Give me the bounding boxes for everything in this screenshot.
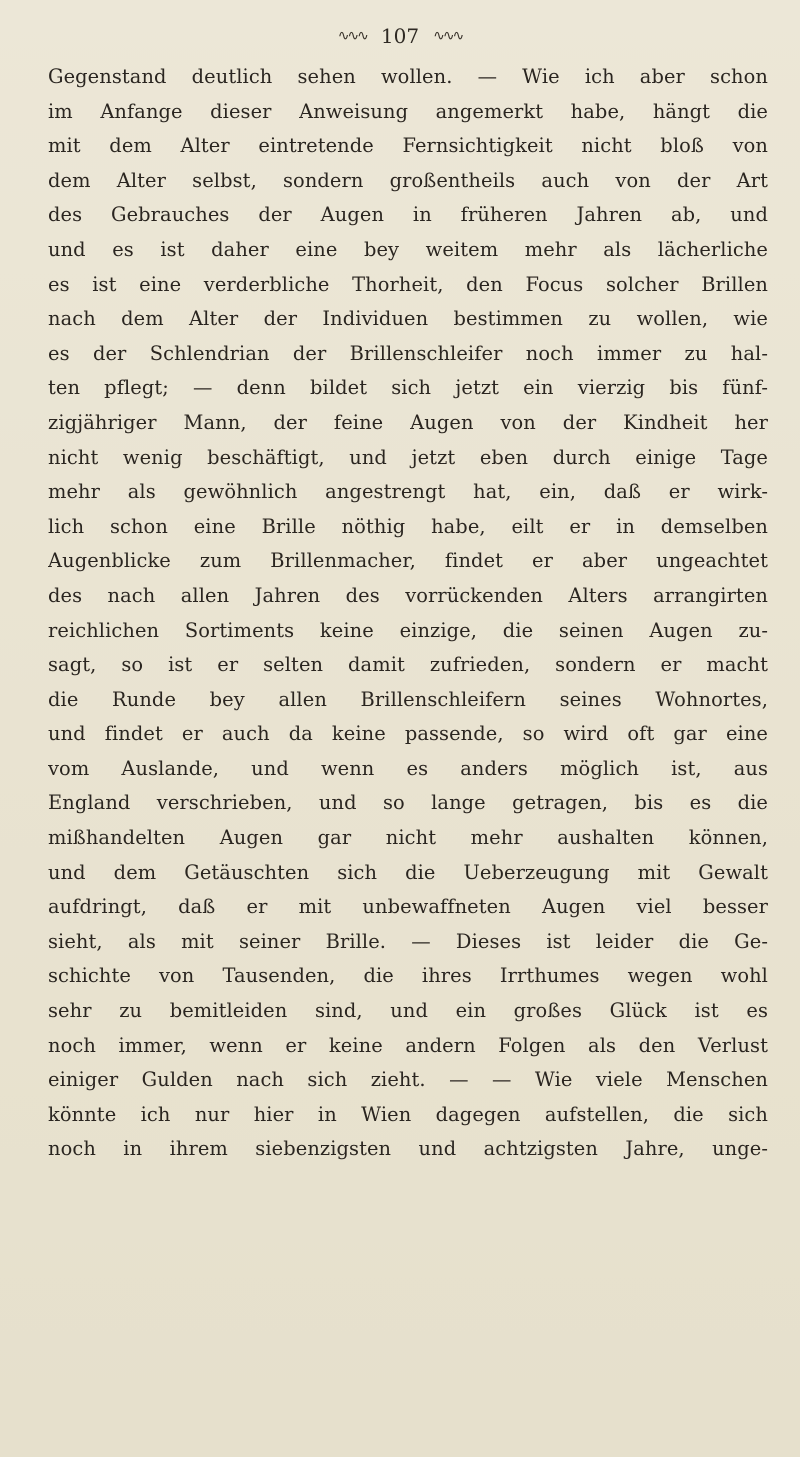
text-line: könnte ich nur hier in Wien dagegen aufstellen, die sich [48, 1102, 768, 1126]
text-line: einiger Gulden nach sich zieht. — — Wie viele Menschen [48, 1068, 768, 1092]
text-line: schichte von Tausenden, die ihres Irrthumes wegen wohl [48, 964, 768, 988]
text-line: noch in ihrem siebenzigsten und achtzigsten Jahre, unge- [48, 1137, 768, 1161]
text-line: sieht, als mit seiner Brille. — Dieses ist leider die Ge- [48, 929, 768, 953]
text-line: nicht wenig beschäftigt, und jetzt eben durch einige Tage [48, 445, 768, 469]
text-line: noch immer, wenn er keine andern Folgen als den Verlust [48, 1033, 768, 1057]
text-line: mißhandelten Augen gar nicht mehr aushalten können, [48, 826, 768, 850]
text-line: vom Auslande, und wenn es anders möglich ist, aus [48, 756, 768, 780]
text-line: England verschrieben, und so lange getragen, bis es die [48, 791, 768, 815]
text-line: sagt, so ist er selten damit zufrieden, sondern er macht [48, 653, 768, 677]
text-line: des nach allen Jahren des vorrückenden Alters arrangirten [48, 583, 768, 607]
page-number: 107 [380, 24, 420, 48]
text-line: im Anfange dieser Anweisung angemerkt habe, hängt die [48, 99, 768, 123]
text-line: aufdringt, daß er mit unbewaffneten Augen viel besser [48, 895, 768, 919]
text-line: sehr zu bemitleiden sind, und ein großes Glück ist es [48, 999, 768, 1023]
text-line: und es ist daher eine bey weitem mehr als lächerliche [48, 237, 768, 261]
text-line: Augenblicke zum Brillenmacher, findet er aber ungeachtet [48, 549, 768, 573]
text-line: und findet er auch da keine passende, so wird oft gar eine [48, 722, 768, 746]
text-line: mehr als gewöhnlich angestrengt hat, ein, daß er wirk- [48, 480, 768, 504]
text-line: die Runde bey allen Brillenschleifern seines Wohnortes, [48, 687, 768, 711]
text-line: nach dem Alter der Individuen bestimmen zu wollen, wie [48, 307, 768, 331]
ornament-right: ∿∿∿ [433, 28, 463, 44]
body-text [48, 60, 768, 1167]
text-line: reichlichen Sortiments keine einzige, die seinen Augen zu- [48, 618, 768, 642]
text-line: des Gebrauches der Augen in früheren Jahren ab, und [48, 203, 768, 227]
text-line: dem Alter selbst, sondern großentheils auch von der Art [48, 168, 768, 192]
text-line: zigjähriger Mann, der feine Augen von der Kindheit her [48, 410, 768, 434]
ornament-left: ∿∿∿ [337, 28, 367, 44]
text-line: es ist eine verderbliche Thorheit, den Focus solcher Brillen [48, 272, 768, 296]
text-line: mit dem Alter eintretende Fernsichtigkeit nicht bloß von [48, 134, 768, 158]
text-line: es der Schlendrian der Brillenschleifer noch immer zu hal- [48, 341, 768, 365]
text-line: Gegenstand deutlich sehen wollen. — Wie ich aber schon [48, 65, 768, 88]
text-line: und dem Getäuschten sich die Ueberzeugung mit Gewalt [48, 860, 768, 884]
text-line: lich schon eine Brille nöthig habe, eilt er in demselben [48, 514, 768, 538]
page-header [0, 18, 800, 54]
text-line: ten pflegt; — denn bildet sich jetzt ein vierzig bis fünf- [48, 376, 768, 400]
